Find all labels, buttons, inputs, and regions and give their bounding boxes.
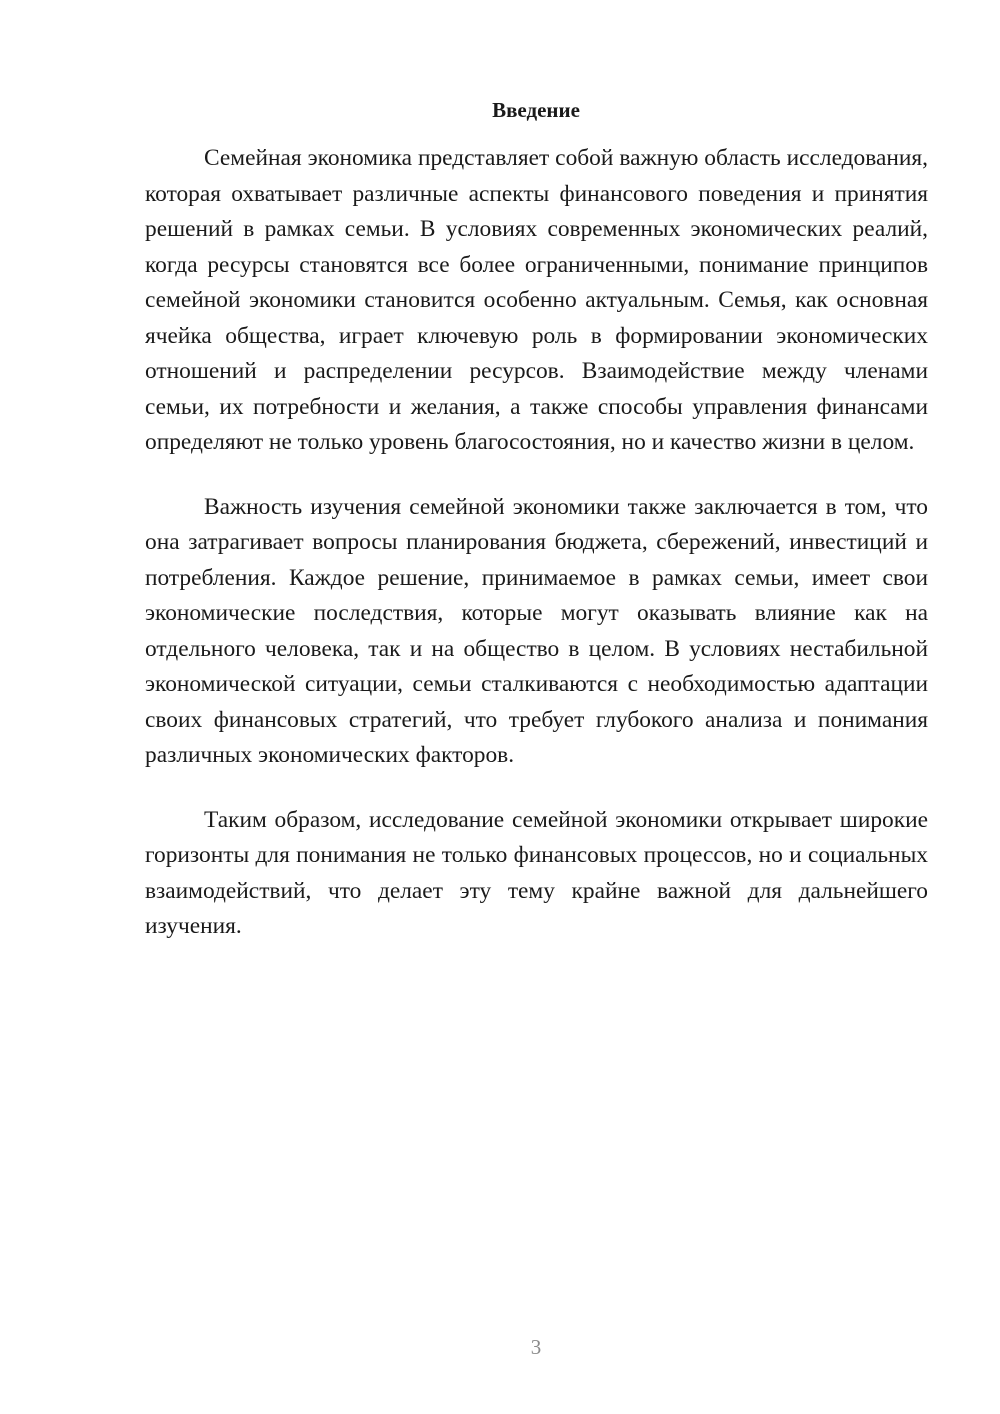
- section-title: Введение: [492, 98, 580, 122]
- body-text: [145, 141, 928, 974]
- paragraph-1: Семейная экономика представляет собой важную область исследования, которая охватывает различные аспекты финансового поведения и принятия решений в рамках семьи. В условиях современных экономических реалий, когда ресурсы становятся все более ограниченными, понимание принципов семейной экономики становится особенно актуальным. Семья, как основная ячейка общества, играет ключевую роль в формировании экономических отношений и распределении ресурсов. Взаимодействие между членами семьи, их потребности и желания, а также способы управления финансами определяют не только уровень благосостояния, но и качество жизни в целом.: [145, 145, 928, 455]
- paragraph-2: Важность изучения семейной экономики также заключается в том, что она затрагивает вопросы планирования бюджета, сбережений, инвестиций и потребления. Каждое решение, принимаемое в рамках семьи, имеет свои экономические последствия, которые могут оказывать влияние как на отдельного человека, так и на общество в целом. В условиях нестабильной экономической ситуации, семьи сталкиваются с необходимостью адаптации своих финансовых стратегий, что требует глубокого анализа и понимания различных экономических факторов.: [145, 493, 928, 768]
- paragraph-3: Таким образом, исследование семейной экономики открывает широкие горизонты для понимания не только финансовых процессов, но и социальных взаимодействий, что делает эту тему крайне важной для дальнейшего изучения.: [145, 806, 928, 939]
- page-number: 3: [530, 1335, 542, 1359]
